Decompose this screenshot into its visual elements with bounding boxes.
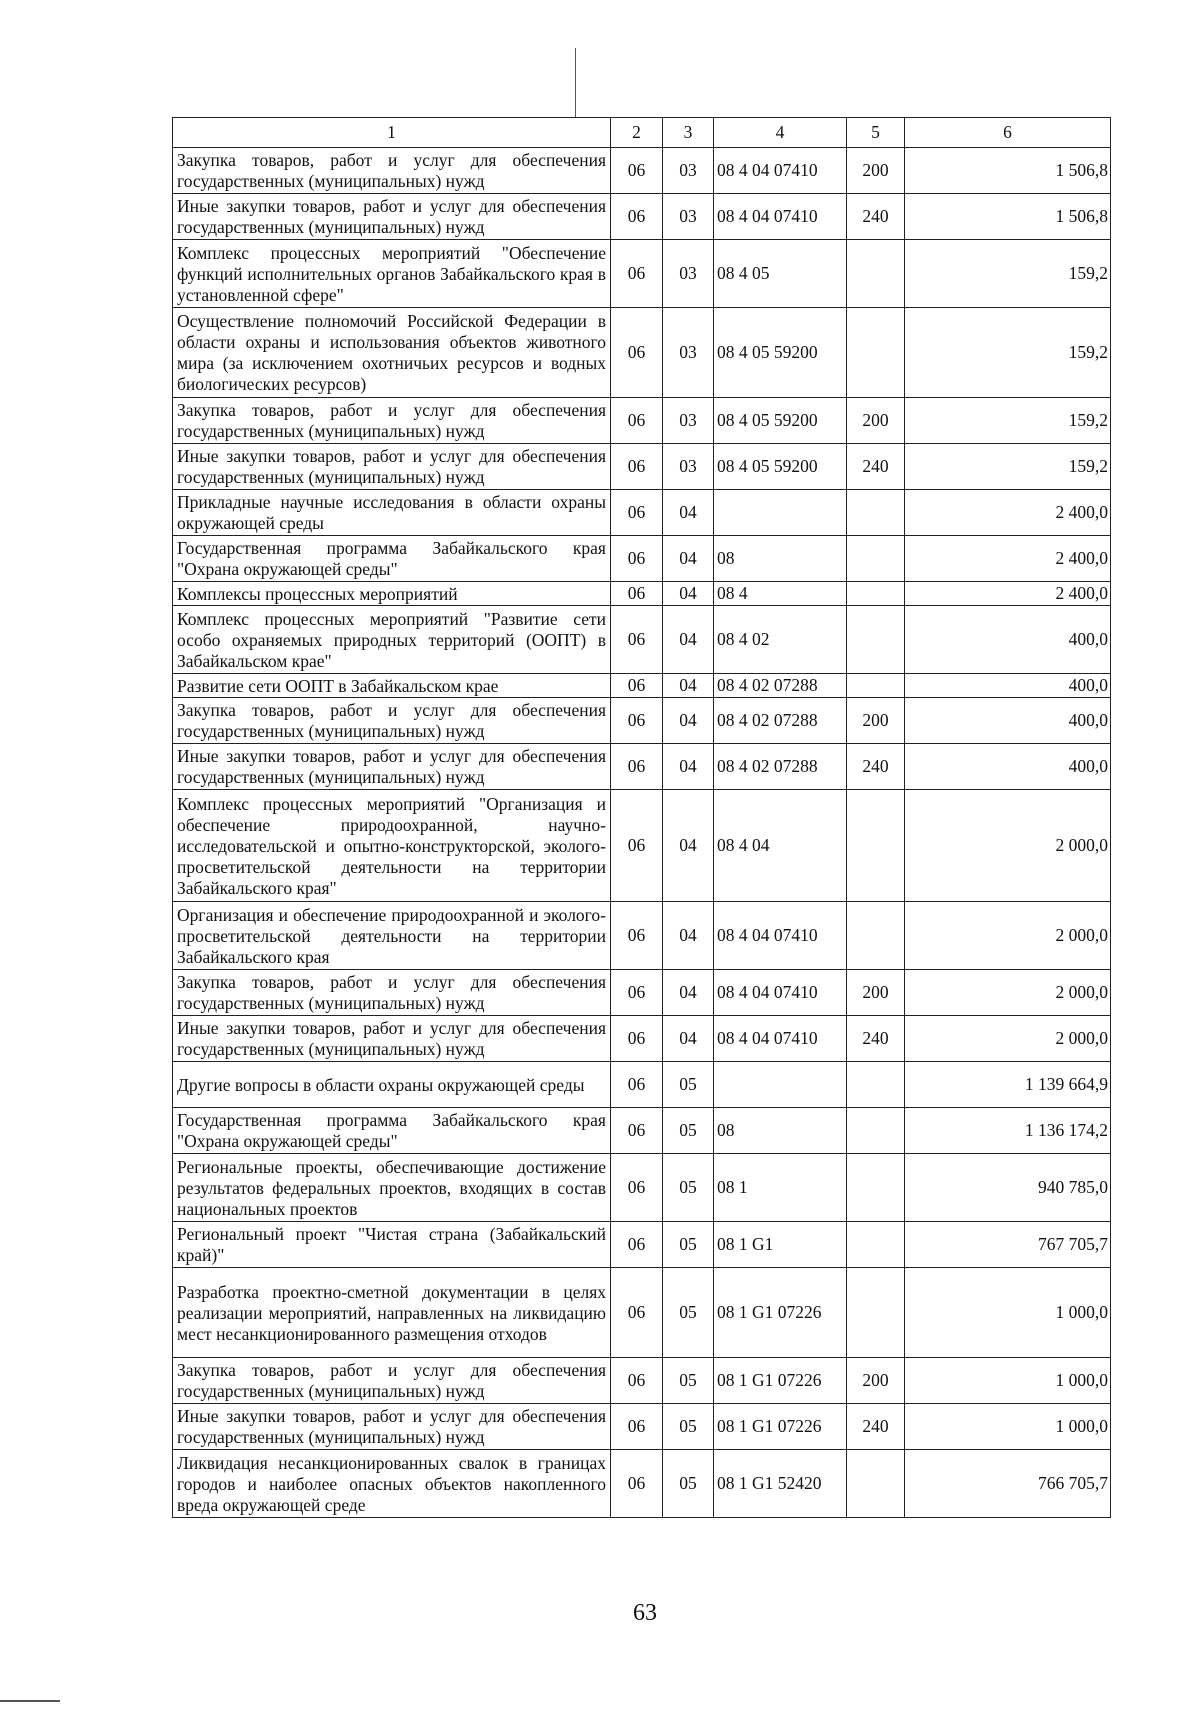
row-expense-type	[847, 536, 905, 582]
row-expense-type	[847, 582, 905, 606]
table-row	[173, 1108, 1111, 1154]
row-target-code: 08 4 02 07288	[714, 674, 847, 698]
row-target-code: 08 4 02 07288	[714, 744, 847, 790]
row-expense-type	[847, 606, 905, 674]
table-row	[173, 674, 1111, 698]
row-subsection: 04	[663, 536, 714, 582]
table-row	[173, 1062, 1111, 1108]
row-subsection: 04	[663, 744, 714, 790]
row-subsection: 05	[663, 1154, 714, 1222]
row-section: 06	[611, 1222, 663, 1268]
row-expense-type: 200	[847, 698, 905, 744]
header-col-4: 4	[714, 118, 847, 148]
table-row	[173, 902, 1111, 970]
row-section: 06	[611, 490, 663, 536]
row-expense-type: 240	[847, 1404, 905, 1450]
row-expense-type: 240	[847, 194, 905, 240]
row-expense-type: 240	[847, 444, 905, 490]
row-amount: 159,2	[905, 444, 1111, 490]
budget-table-container	[172, 117, 1110, 1518]
row-section: 06	[611, 1450, 663, 1518]
row-target-code: 08	[714, 536, 847, 582]
row-subsection: 03	[663, 398, 714, 444]
table-row	[173, 444, 1111, 490]
row-subsection: 04	[663, 698, 714, 744]
row-target-code: 08 1 G1 52420	[714, 1450, 847, 1518]
row-amount: 159,2	[905, 240, 1111, 308]
page-number: 63	[633, 1600, 657, 1626]
row-subsection: 05	[663, 1268, 714, 1358]
row-section: 06	[611, 398, 663, 444]
row-description: Региональный проект "Чистая страна (Забайкальский край)"	[173, 1222, 611, 1268]
row-section: 06	[611, 606, 663, 674]
row-amount: 767 705,7	[905, 1222, 1111, 1268]
row-description: Комплекс процессных мероприятий "Развитие сети особо охраняемых природных территорий (ООПТ) в Забайкальском крае"	[173, 606, 611, 674]
row-subsection: 04	[663, 582, 714, 606]
row-amount: 1 000,0	[905, 1268, 1111, 1358]
table-row	[173, 240, 1111, 308]
row-expense-type: 200	[847, 970, 905, 1016]
row-section: 06	[611, 194, 663, 240]
row-description: Иные закупки товаров, работ и услуг для обеспечения государственных (муниципальных) нужд	[173, 1404, 611, 1450]
row-description: Разработка проектно-сметной документации в целях реализации мероприятий, направленных на ликвидацию мест несанкционированного размещения отходов	[173, 1268, 611, 1358]
table-row	[173, 698, 1111, 744]
row-expense-type	[847, 902, 905, 970]
row-amount: 400,0	[905, 674, 1111, 698]
row-section: 06	[611, 148, 663, 194]
row-target-code: 08 4	[714, 582, 847, 606]
row-description: Прикладные научные исследования в области охраны окружающей среды	[173, 490, 611, 536]
row-target-code: 08 1 G1 07226	[714, 1358, 847, 1404]
row-amount: 159,2	[905, 308, 1111, 398]
row-target-code: 08	[714, 1108, 847, 1154]
row-description: Закупка товаров, работ и услуг для обеспечения государственных (муниципальных) нужд	[173, 970, 611, 1016]
row-target-code: 08 4 05 59200	[714, 308, 847, 398]
row-subsection: 03	[663, 444, 714, 490]
row-target-code: 08 4 05	[714, 240, 847, 308]
header-col-1: 1	[173, 118, 611, 148]
row-expense-type: 200	[847, 1358, 905, 1404]
row-expense-type	[847, 308, 905, 398]
row-amount: 2 400,0	[905, 536, 1111, 582]
row-section: 06	[611, 1154, 663, 1222]
row-amount: 400,0	[905, 698, 1111, 744]
row-amount: 1 139 664,9	[905, 1062, 1111, 1108]
table-row	[173, 744, 1111, 790]
row-section: 06	[611, 1062, 663, 1108]
table-row	[173, 606, 1111, 674]
row-subsection: 04	[663, 1016, 714, 1062]
table-body	[173, 148, 1111, 1518]
row-amount: 400,0	[905, 744, 1111, 790]
row-target-code: 08 4 04 07410	[714, 1016, 847, 1062]
row-expense-type	[847, 674, 905, 698]
row-amount: 1 000,0	[905, 1358, 1111, 1404]
row-section: 06	[611, 444, 663, 490]
row-subsection: 04	[663, 902, 714, 970]
scan-artifact-bottom	[0, 1700, 60, 1702]
table-row	[173, 1358, 1111, 1404]
row-expense-type	[847, 490, 905, 536]
row-target-code: 08 4 04 07410	[714, 902, 847, 970]
row-target-code: 08 4 02 07288	[714, 698, 847, 744]
table-row	[173, 194, 1111, 240]
row-target-code	[714, 490, 847, 536]
row-description: Ликвидация несанкционированных свалок в границах городов и наиболее опасных объектов накопленного вреда окружающей среде	[173, 1450, 611, 1518]
row-description: Осуществление полномочий Российской Федерации в области охраны и использования объектов животного мира (за исключением охотничьих ресурсов и водных биологических ресурсов)	[173, 308, 611, 398]
row-subsection: 05	[663, 1108, 714, 1154]
row-target-code: 08 4 04 07410	[714, 970, 847, 1016]
row-expense-type	[847, 1154, 905, 1222]
row-expense-type	[847, 240, 905, 308]
table-row	[173, 148, 1111, 194]
row-description: Закупка товаров, работ и услуг для обеспечения государственных (муниципальных) нужд	[173, 148, 611, 194]
row-subsection: 05	[663, 1450, 714, 1518]
table-row	[173, 398, 1111, 444]
row-target-code: 08 1	[714, 1154, 847, 1222]
table-row	[173, 536, 1111, 582]
row-amount: 1 136 174,2	[905, 1108, 1111, 1154]
row-target-code: 08 4 04	[714, 790, 847, 902]
row-description: Развитие сети ООПТ в Забайкальском крае	[173, 674, 611, 698]
row-description: Государственная программа Забайкальского края "Охрана окружающей среды"	[173, 536, 611, 582]
row-subsection: 04	[663, 490, 714, 536]
header-col-5: 5	[847, 118, 905, 148]
row-section: 06	[611, 308, 663, 398]
row-section: 06	[611, 240, 663, 308]
table-row	[173, 582, 1111, 606]
header-row	[173, 118, 1111, 148]
row-amount: 940 785,0	[905, 1154, 1111, 1222]
row-amount: 159,2	[905, 398, 1111, 444]
row-section: 06	[611, 536, 663, 582]
row-target-code: 08 1 G1 07226	[714, 1268, 847, 1358]
row-amount: 766 705,7	[905, 1450, 1111, 1518]
row-target-code: 08 1 G1 07226	[714, 1404, 847, 1450]
row-expense-type: 240	[847, 744, 905, 790]
row-description: Комплекс процессных мероприятий "Обеспечение функций исполнительных органов Забайкальского края в установленной сфере"	[173, 240, 611, 308]
row-section: 06	[611, 1268, 663, 1358]
row-description: Иные закупки товаров, работ и услуг для обеспечения государственных (муниципальных) нужд	[173, 744, 611, 790]
row-section: 06	[611, 1358, 663, 1404]
table-row	[173, 1154, 1111, 1222]
row-subsection: 03	[663, 308, 714, 398]
row-section: 06	[611, 698, 663, 744]
table-row	[173, 790, 1111, 902]
row-expense-type	[847, 1062, 905, 1108]
table-row	[173, 308, 1111, 398]
row-description: Другие вопросы в области охраны окружающей среды	[173, 1062, 611, 1108]
table-row	[173, 1404, 1111, 1450]
row-amount: 1 506,8	[905, 194, 1111, 240]
row-description: Комплексы процессных мероприятий	[173, 582, 611, 606]
row-description: Закупка товаров, работ и услуг для обеспечения государственных (муниципальных) нужд	[173, 1358, 611, 1404]
row-section: 06	[611, 1016, 663, 1062]
row-amount: 2 400,0	[905, 490, 1111, 536]
row-expense-type	[847, 1268, 905, 1358]
row-subsection: 04	[663, 970, 714, 1016]
row-description: Комплекс процессных мероприятий "Организация и обеспечение природоохранной, научно-исследовательской и опытно-конструкторской, эколого-просветительской деятельности на территории Забайкальского края"	[173, 790, 611, 902]
row-amount: 1 000,0	[905, 1404, 1111, 1450]
row-expense-type: 240	[847, 1016, 905, 1062]
row-description: Региональные проекты, обеспечивающие достижение результатов федеральных проектов, входящих в состав национальных проектов	[173, 1154, 611, 1222]
row-section: 06	[611, 902, 663, 970]
budget-table	[172, 117, 1111, 1518]
row-amount: 2 000,0	[905, 902, 1111, 970]
row-description: Закупка товаров, работ и услуг для обеспечения государственных (муниципальных) нужд	[173, 398, 611, 444]
row-subsection: 05	[663, 1222, 714, 1268]
row-target-code: 08 4 04 07410	[714, 148, 847, 194]
table-row	[173, 1222, 1111, 1268]
row-amount: 2 000,0	[905, 970, 1111, 1016]
row-section: 06	[611, 1108, 663, 1154]
header-col-6: 6	[905, 118, 1111, 148]
row-subsection: 04	[663, 674, 714, 698]
table-row	[173, 1450, 1111, 1518]
row-section: 06	[611, 790, 663, 902]
row-expense-type	[847, 790, 905, 902]
row-description: Иные закупки товаров, работ и услуг для обеспечения государственных (муниципальных) нужд	[173, 444, 611, 490]
row-subsection: 03	[663, 194, 714, 240]
row-expense-type	[847, 1108, 905, 1154]
row-subsection: 04	[663, 790, 714, 902]
row-subsection: 05	[663, 1062, 714, 1108]
row-expense-type	[847, 1450, 905, 1518]
row-subsection: 04	[663, 606, 714, 674]
row-subsection: 03	[663, 240, 714, 308]
row-subsection: 05	[663, 1358, 714, 1404]
row-expense-type: 200	[847, 148, 905, 194]
row-subsection: 03	[663, 148, 714, 194]
row-target-code: 08 1 G1	[714, 1222, 847, 1268]
header-col-2: 2	[611, 118, 663, 148]
table-row	[173, 490, 1111, 536]
row-amount: 2 400,0	[905, 582, 1111, 606]
row-amount: 1 506,8	[905, 148, 1111, 194]
table-row	[173, 1268, 1111, 1358]
scan-artifact-top	[575, 48, 576, 118]
row-section: 06	[611, 674, 663, 698]
row-section: 06	[611, 970, 663, 1016]
row-target-code: 08 4 05 59200	[714, 398, 847, 444]
row-amount: 400,0	[905, 606, 1111, 674]
row-target-code	[714, 1062, 847, 1108]
row-description: Иные закупки товаров, работ и услуг для обеспечения государственных (муниципальных) нужд	[173, 194, 611, 240]
header-col-3: 3	[663, 118, 714, 148]
row-section: 06	[611, 582, 663, 606]
row-amount: 2 000,0	[905, 790, 1111, 902]
row-description: Государственная программа Забайкальского края "Охрана окружающей среды"	[173, 1108, 611, 1154]
table-row	[173, 970, 1111, 1016]
table-row	[173, 1016, 1111, 1062]
row-subsection: 05	[663, 1404, 714, 1450]
row-section: 06	[611, 1404, 663, 1450]
row-target-code: 08 4 04 07410	[714, 194, 847, 240]
row-expense-type	[847, 1222, 905, 1268]
row-target-code: 08 4 02	[714, 606, 847, 674]
row-description: Организация и обеспечение природоохранной и эколого-просветительской деятельности на территории Забайкальского края	[173, 902, 611, 970]
row-amount: 2 000,0	[905, 1016, 1111, 1062]
row-target-code: 08 4 05 59200	[714, 444, 847, 490]
row-description: Закупка товаров, работ и услуг для обеспечения государственных (муниципальных) нужд	[173, 698, 611, 744]
row-description: Иные закупки товаров, работ и услуг для обеспечения государственных (муниципальных) нужд	[173, 1016, 611, 1062]
row-expense-type: 200	[847, 398, 905, 444]
row-section: 06	[611, 744, 663, 790]
